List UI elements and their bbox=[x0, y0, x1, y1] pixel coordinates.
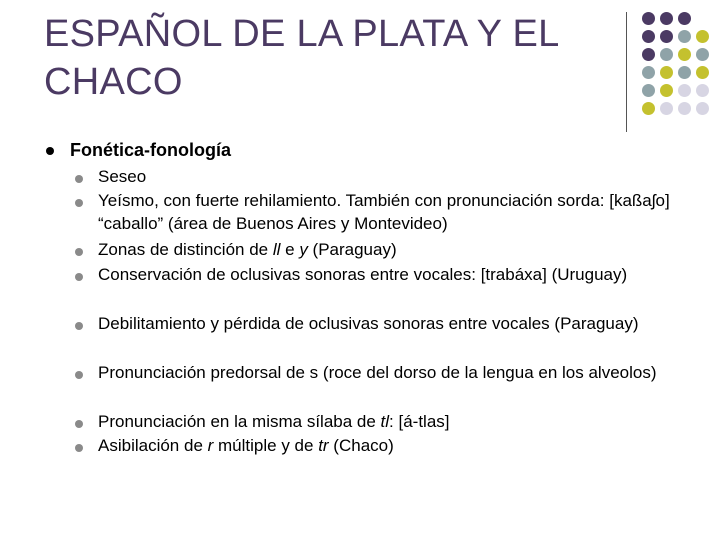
list-item: Yeísmo, con fuerte rehilamiento. También con pronunciación sorda: [kaßaʃo] “caballo” (área de Buenos Aires y Montevideo) bbox=[98, 191, 670, 233]
decor-dot bbox=[660, 12, 673, 25]
list-item: Seseo bbox=[98, 167, 147, 186]
decor-dot bbox=[642, 66, 655, 79]
bullet-dot bbox=[75, 420, 83, 428]
decor-dot bbox=[660, 84, 673, 97]
decor-dot bbox=[696, 84, 709, 97]
decor-dot bbox=[678, 30, 691, 43]
decor-dot bbox=[642, 84, 655, 97]
decorative-divider bbox=[626, 12, 627, 132]
decor-dot bbox=[642, 48, 655, 61]
list-item: Pronunciación en la misma sílaba de tl: [á-tlas] bbox=[98, 412, 450, 431]
decor-dot bbox=[642, 30, 655, 43]
decor-dot bbox=[660, 102, 673, 115]
list-item: Asibilación de r múltiple y de tr (Chaco) bbox=[98, 436, 394, 455]
decor-dot bbox=[678, 66, 691, 79]
bullet-dot bbox=[75, 322, 83, 330]
decor-dot bbox=[660, 66, 673, 79]
bullet-dot bbox=[75, 371, 83, 379]
bullet-dot bbox=[75, 248, 83, 256]
list-item: Zonas de distinción de ll e y (Paraguay) bbox=[98, 240, 397, 259]
bullet-dot bbox=[75, 199, 83, 207]
decor-dot bbox=[696, 30, 709, 43]
decor-dot bbox=[678, 84, 691, 97]
list-item: Pronunciación predorsal de s (roce del dorso de la lengua en los alveolos) bbox=[98, 363, 657, 382]
list-item: Debilitamiento y pérdida de oclusivas sonoras entre vocales (Paraguay) bbox=[98, 314, 639, 333]
decor-dot bbox=[678, 48, 691, 61]
decor-dot bbox=[660, 48, 673, 61]
bullet-dot bbox=[46, 147, 54, 155]
list-item: Conservación de oclusivas sonoras entre vocales: [trabáxa] (Uruguay) bbox=[98, 265, 628, 284]
section-heading: Fonética-fonología bbox=[70, 140, 231, 160]
decor-dot bbox=[678, 12, 691, 25]
decor-dot bbox=[642, 102, 655, 115]
decor-dot bbox=[660, 30, 673, 43]
decor-dot bbox=[696, 48, 709, 61]
decor-dot bbox=[642, 12, 655, 25]
bullet-dot bbox=[75, 444, 83, 452]
bullet-dot bbox=[75, 175, 83, 183]
slide-title: ESPAÑOL DE LA PLATA Y EL CHACO bbox=[44, 13, 559, 103]
bullet-dot bbox=[75, 273, 83, 281]
decor-dot bbox=[678, 102, 691, 115]
decor-dot bbox=[696, 66, 709, 79]
decor-dot bbox=[696, 102, 709, 115]
